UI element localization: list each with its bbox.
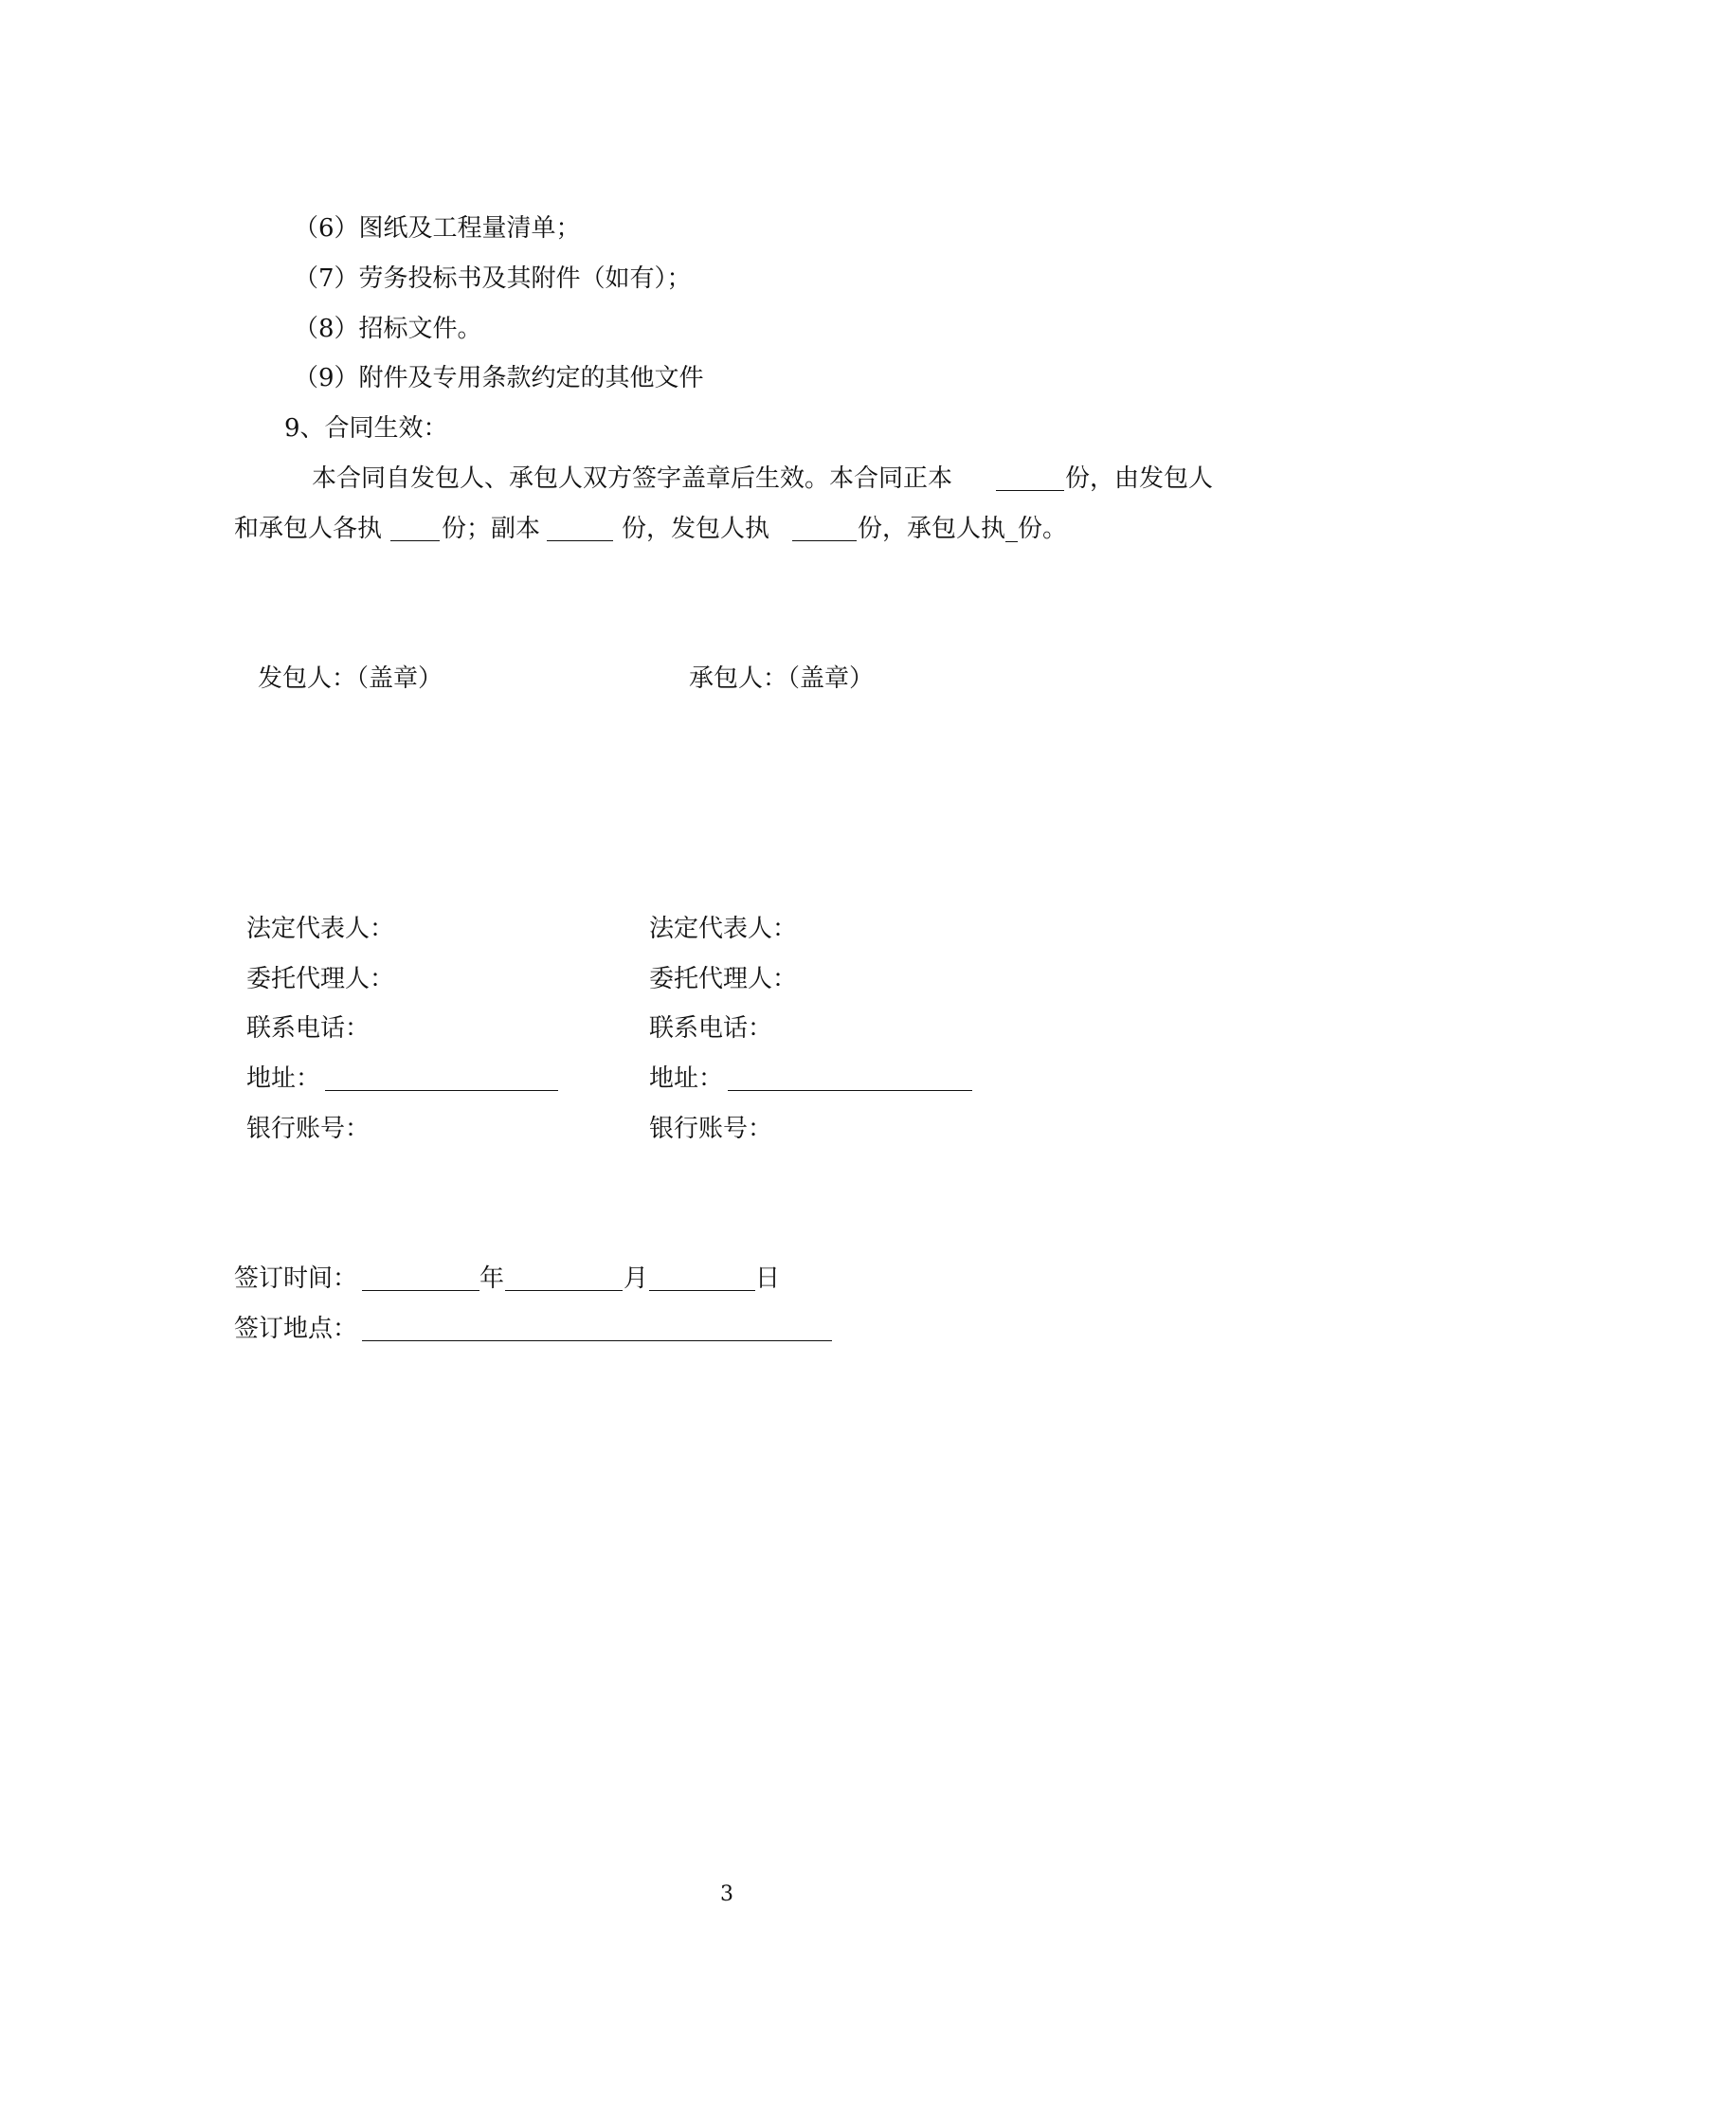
attachment-item-7: （7）劳务投标书及其附件（如有）； <box>294 264 692 293</box>
signing-year-label: 年 <box>479 1264 505 1293</box>
contractor-agent: 委托代理人： <box>649 965 798 993</box>
employer-copies-blank <box>792 540 857 541</box>
clause-9-text-2a: 和承包人各执 <box>234 515 383 543</box>
page-number: 3 <box>720 1882 733 1906</box>
contractor-legal-rep: 法定代表人： <box>649 915 798 943</box>
employer-address: 地址： <box>246 1064 321 1093</box>
each-hold-blank <box>390 540 440 541</box>
contractor-address: 地址： <box>649 1064 724 1093</box>
signing-place-blank <box>362 1340 832 1341</box>
clause-9-text-2b: 份；副本 <box>442 515 541 543</box>
signing-month-blank <box>505 1290 623 1291</box>
signing-month-label: 月 <box>624 1264 649 1293</box>
duplicate-copies-blank <box>547 540 613 541</box>
contractor-seal-label: 承包人：（盖章） <box>689 664 875 693</box>
contractor-address-blank <box>728 1090 972 1091</box>
attachment-item-9: （9）附件及专用条款约定的其他文件 <box>294 364 704 392</box>
employer-bank: 银行账号： <box>246 1115 371 1143</box>
attachment-item-6: （6）图纸及工程量清单； <box>294 214 581 243</box>
clause-9-text-2d: 份，承包人执_份。 <box>858 515 1068 543</box>
contractor-phone: 联系电话： <box>649 1014 773 1043</box>
signing-time-label: 签订时间： <box>234 1264 358 1293</box>
signing-day-blank <box>649 1290 755 1291</box>
original-copies-blank <box>996 490 1064 491</box>
contractor-bank: 银行账号： <box>649 1115 773 1143</box>
signing-place-label: 签订地点： <box>234 1315 358 1343</box>
signing-year-blank <box>362 1290 479 1291</box>
clause-9-heading: 9、合同生效： <box>284 414 448 443</box>
clause-9-text-2c: 份，发包人执 <box>622 515 770 543</box>
employer-phone: 联系电话： <box>246 1014 371 1043</box>
attachment-item-8: （8）招标文件。 <box>294 315 482 343</box>
signing-day-label: 日 <box>755 1264 781 1293</box>
employer-seal-label: 发包人：（盖章） <box>258 664 443 693</box>
clause-9-text-1b: 份，由发包人 <box>1065 464 1214 493</box>
employer-agent: 委托代理人： <box>246 965 395 993</box>
employer-legal-rep: 法定代表人： <box>246 915 395 943</box>
employer-address-blank <box>325 1090 558 1091</box>
clause-9-text-1a: 本合同自发包人、承包人双方签字盖章后生效。本合同正本 <box>312 464 953 493</box>
